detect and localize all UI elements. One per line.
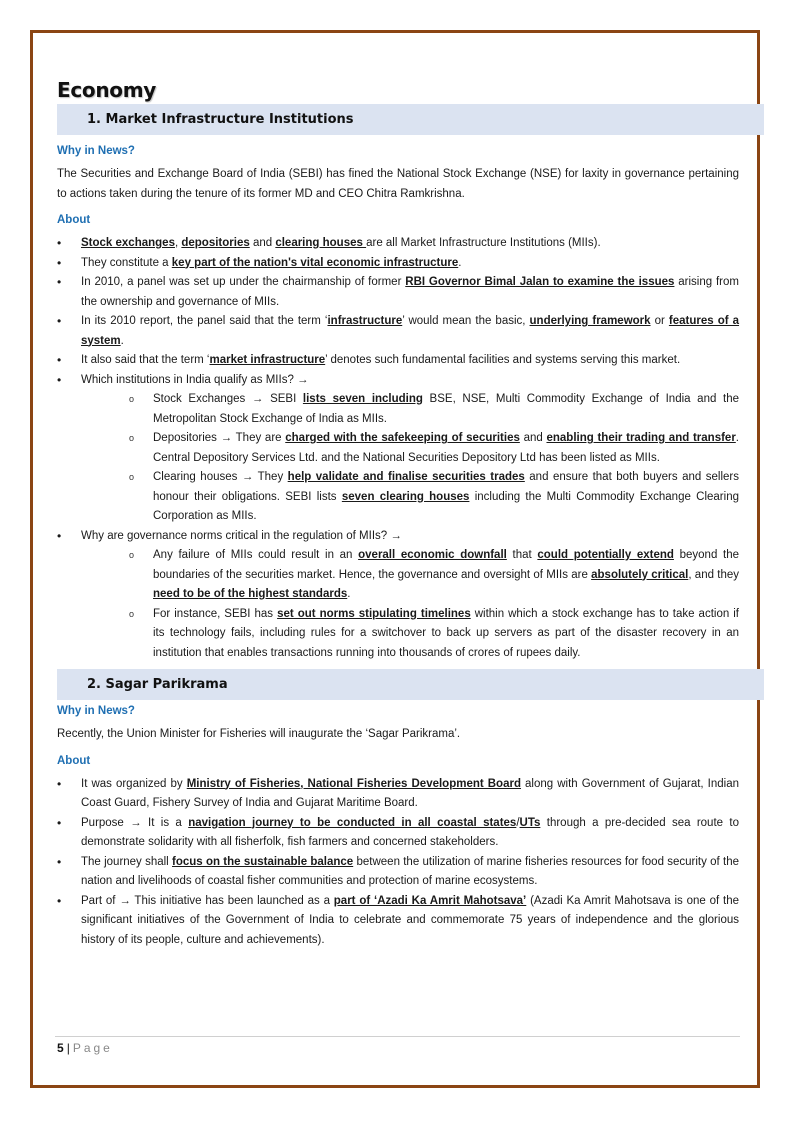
circle-bullet-icon: o <box>129 394 135 404</box>
page-number: 5 <box>57 1041 64 1055</box>
list-item: • In 2010, a panel was set up under the chairmanship of former RBI Governor Bimal Jalan to examine the issues arising from the ownership and governance of MIIs. <box>57 273 739 312</box>
sub-list-item: o Depositories → They are charged with the safekeeping of securities and enabling their trading and transfer. Central Depository Services Ltd. and the National Securities Depository Ltd has been listed as MIIs. <box>81 429 739 468</box>
list-item: • Stock exchanges, depositories and clearing houses are all Market Infrastructure Institutions (MIIs). <box>57 234 739 254</box>
section-title: 2. Sagar Parikrama <box>87 677 228 692</box>
footer-separator: | <box>66 1041 70 1055</box>
section-heading-2 <box>57 669 764 700</box>
list-item: • Part of → This initiative has been launched as a part of ‘Azadi Ka Amrit Mahotsava’ (Azadi Ka Amrit Mahotsava is one of the significant initiatives of the Government of India to celebrate and commemorate 75 years of independence and the glorious history of its people, culture and achievements). <box>57 892 739 951</box>
page-label: Page <box>72 1041 113 1055</box>
about-list <box>57 234 739 663</box>
footer-divider <box>55 1036 740 1037</box>
why-in-news-label: Why in News? <box>57 145 135 157</box>
why-in-news-label: Why in News? <box>57 705 135 717</box>
why-in-news-text: The Securities and Exchange Board of India (SEBI) has fined the National Stock Exchange (NSE) for laxity in governance pertaining to actions taken during the tenure of its former MD and CEO Chitra Ramkrishna. <box>57 168 739 200</box>
list-item: • They constitute a key part of the nation's vital economic infrastructure. <box>57 254 739 274</box>
page-title: Economy <box>57 78 157 102</box>
circle-bullet-icon: o <box>129 550 135 560</box>
sub-list-item: o Clearing houses → They help validate and finalise securities trades and ensure that both buyers and sellers honour their obligations. SEBI lists seven clearing houses including the Multi Commodity Exchange Clearing Corporation as MIIs. <box>81 468 739 527</box>
list-item: • In its 2010 report, the panel said that the term ‘infrastructure’ would mean the basic, underlying framework or features of a system. <box>57 312 739 351</box>
sub-list <box>81 390 739 527</box>
about-label: About <box>57 754 91 767</box>
list-item: • Which institutions in India qualify as MIIs? → o Stock Exchanges → SEBI lists seven including BSE, NSE, Multi Commodity Exchange of India and the Metropolitan Stock Exchange of India as MIIs. o Depositories → They are charged with the safekeeping of securities and enabling their trading and transfer. Central Depository Services Ltd. and the National Securities Depository Ltd has been listed as MIIs. o Clearing houses → They help validate and finalise securities trades and ensure that both buyers and sellers honour their obligations. SEBI lists seven clearing houses including the Multi Commodity Exchange Clearing Corporation as MIIs. <box>57 371 739 527</box>
sub-list-item: o For instance, SEBI has set out norms stipulating timelines within which a stock exchange has to take action if its technology fails, including rules for a switchover to back up servers as part of the disaster recovery in an institution that enables transactions running into thousands of crores of rupees daily. <box>81 605 739 664</box>
list-item: • Purpose → It is a navigation journey to be conducted in all coastal states/UTs through a pre-decided sea route to demonstrate solidarity with all fisherfolk, fish farmers and concerned stakeholders. <box>57 814 739 853</box>
list-item: • Why are governance norms critical in the regulation of MIIs? → o Any failure of MIIs could result in an overall economic downfall that could potentially extend beyond the boundaries of the securities market. Hence, the governance and oversight of MIIs are absolutely critical, and they need to be of the highest standards. o For instance, SEBI has set out norms stipulating timelines within which a stock exchange has to take action if its technology fails, including rules for a switchover to back up servers as part of the disaster recovery in an institution that enables transactions running into thousands of crores of rupees daily. <box>57 527 739 664</box>
list-item: • The journey shall focus on the sustainable balance between the utilization of marine fisheries resources for food security of the nation and livelihoods of coastal fisher communities and protection of marine ecosystems. <box>57 853 739 892</box>
circle-bullet-icon: o <box>129 472 135 482</box>
page-content <box>57 78 739 950</box>
sub-list <box>81 546 739 663</box>
section-title: 1. Market Infrastructure Institutions <box>87 112 354 127</box>
sub-list-item: o Stock Exchanges → SEBI lists seven including BSE, NSE, Multi Commodity Exchange of India and the Metropolitan Stock Exchange of India as MIIs. <box>81 390 739 429</box>
about-label: About <box>57 214 91 226</box>
list-item: • It also said that the term ‘market infrastructure’ denotes such fundamental facilities and systems serving this market. <box>57 351 739 371</box>
list-item: • It was organized by Ministry of Fisheries, National Fisheries Development Board along with Government of Gujarat, Indian Coast Guard, Fishery Survey of India and Gujarat Maritime Board. <box>57 775 739 814</box>
about-list <box>57 775 739 951</box>
sub-list-item: o Any failure of MIIs could result in an overall economic downfall that could potentially extend beyond the boundaries of the securities market. Hence, the governance and oversight of MIIs are absolutely critical, and they need to be of the highest standards. <box>81 546 739 605</box>
section-heading-1 <box>57 104 764 135</box>
circle-bullet-icon: o <box>129 433 135 443</box>
page-footer <box>57 1041 113 1055</box>
circle-bullet-icon: o <box>129 608 135 619</box>
why-in-news-text: Recently, the Union Minister for Fisheries will inaugurate the ‘Sagar Parikrama’. <box>57 728 461 740</box>
